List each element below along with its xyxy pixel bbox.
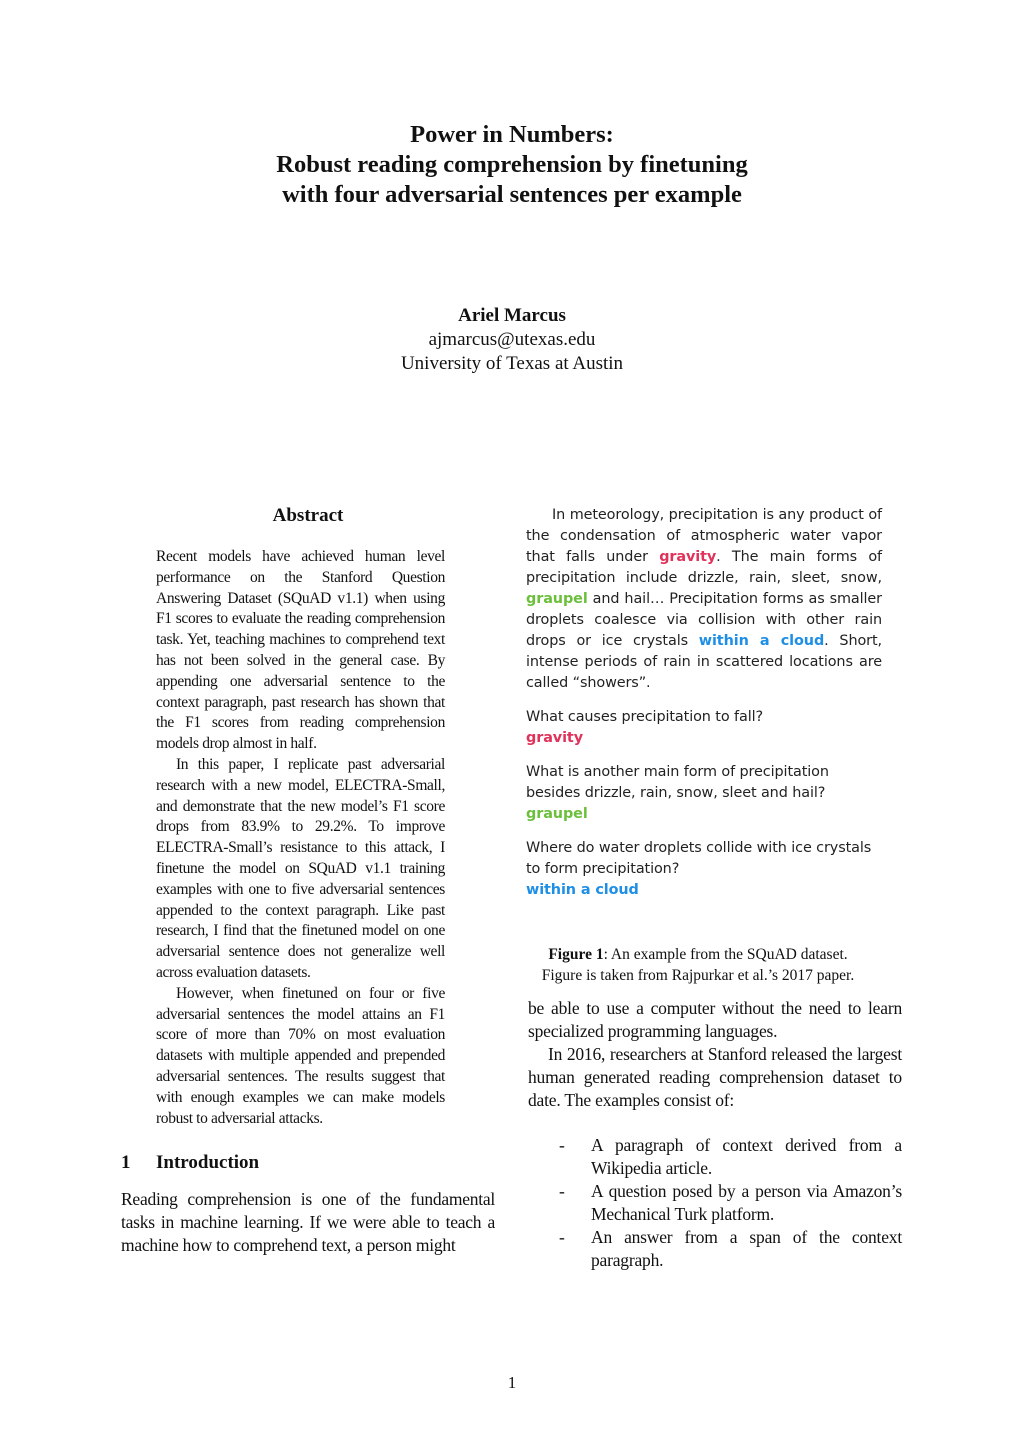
context-text-1: In meteorology, precipitation is any product of the condensation of atmospheric water vapor that falls under [526, 507, 882, 565]
highlight-graupel: graupel [526, 591, 588, 607]
bullet-marker: - [559, 1181, 565, 1201]
list-item [528, 1226, 902, 1272]
figure-answer-2: graupel [526, 806, 588, 822]
figure-question-3: Where do water droplets collide with ice crystals to form precipitation? [526, 840, 872, 877]
figure-answer-3: within a cloud [526, 882, 639, 898]
title-line-1: Power in Numbers: [410, 121, 614, 148]
bullet-text: A question posed by a person via Amazon’s Mechanical Turk platform. [591, 1181, 902, 1224]
intro-continuation: be able to use a computer without the need to learn specialized programming languages. [528, 998, 902, 1041]
figure-caption [506, 945, 890, 986]
caption-text-1: : An example from the SQuAD dataset. [603, 946, 848, 963]
list-item [528, 1180, 902, 1226]
introduction-text: Reading comprehension is one of the fundamental tasks in machine learning. If we were able to teach a machine how to comprehend text, a person might [121, 1189, 495, 1256]
abstract-paragraph-2: In this paper, I replicate past adversarial research with a new model, ELECTRA-Small, and demonstrate that the new model’s F1 score drops from 83.9% to 29.2%. To improve ELECTRA-Small’s resistance to this attack, I finetune the model on SQuAD v1.1 training examples with one to five adversarial sentences appended to the context paragraph. Like past research, I find that the finetuned model on one adversarial sentence does not generalize well across evaluation datasets. [156, 755, 445, 981]
context-text-4: . Short, intense periods of rain in scattered locations are called “showers”. [526, 633, 883, 691]
bullet-text: An answer from a span of the context paragraph. [591, 1227, 902, 1270]
figure-question-1: What causes precipitation to fall? [526, 709, 764, 725]
left-column [121, 504, 495, 1257]
author-name: Ariel Marcus [458, 305, 566, 326]
bullet-marker: - [559, 1135, 565, 1155]
section-number: 1 [121, 1152, 131, 1174]
author-email[interactable]: ajmarcus@utexas.edu [428, 329, 596, 350]
figure-1 [526, 505, 882, 901]
title-line-2: Robust reading comprehension by finetuning [276, 151, 748, 178]
author-affiliation: University of Texas at Austin [400, 353, 624, 374]
abstract-body [156, 547, 445, 1129]
section-heading-introduction [121, 1151, 495, 1175]
caption-label: Figure 1 [548, 946, 604, 963]
figure-answer-1: gravity [526, 730, 583, 746]
bullet-text: A paragraph of context derived from a Wikipedia article. [591, 1135, 902, 1178]
section-title: Introduction [156, 1152, 260, 1174]
page-number: 1 [507, 1373, 517, 1392]
highlight-within-a-cloud: within a cloud [698, 633, 825, 649]
figure-question-2: What is another main form of precipitation besides drizzle, rain, snow, sleet and hail? [526, 764, 829, 801]
title-line-3: with four adversarial sentences per example [282, 181, 742, 208]
context-text-2: . The main forms of precipitation include drizzle, rain, sleet, snow, [526, 549, 882, 586]
highlight-gravity: gravity [659, 549, 717, 565]
paper-title [0, 120, 1024, 210]
author-block [0, 304, 1024, 376]
abstract-paragraph-3: However, when finetuned on four or five adversarial sentences the model attains an F1 score of more than 70% on most evaluation datasets with multiple appended and prepended adversarial sentences. The results suggest that with enough examples we can make models robust to adversarial attacks. [156, 984, 445, 1127]
list-item [528, 1134, 902, 1180]
bullet-marker: - [559, 1227, 565, 1247]
abstract-paragraph-1: Recent models have achieved human level performance on the Stanford Question Answering Dataset (SQuAD v1.1) when using F1 scores to evaluate the reading comprehension task. Yet, teaching machines to comprehend text has not been solved in the general case. By appending one adversarial sentence to the context paragraph, past research has shown that the F1 scores from reading comprehension models drop almost in half. [156, 548, 445, 753]
bullet-list [528, 1134, 902, 1272]
caption-line-2: Figure is taken from Rajpurkar et al.’s 2017 paper. [541, 966, 855, 984]
right-column-text [528, 997, 902, 1272]
figure-context-paragraph [526, 505, 882, 694]
caption-line-1 [506, 945, 890, 966]
context-text-3: and hail… Precipitation forms as smaller droplets coalesce via collision with other rain drops or ice crystals [526, 591, 882, 649]
intro-paragraph-2: In 2016, researchers at Stanford released the largest human generated reading comprehension dataset to date. The examples consist of: [528, 1044, 902, 1110]
abstract-heading: Abstract [272, 505, 344, 526]
